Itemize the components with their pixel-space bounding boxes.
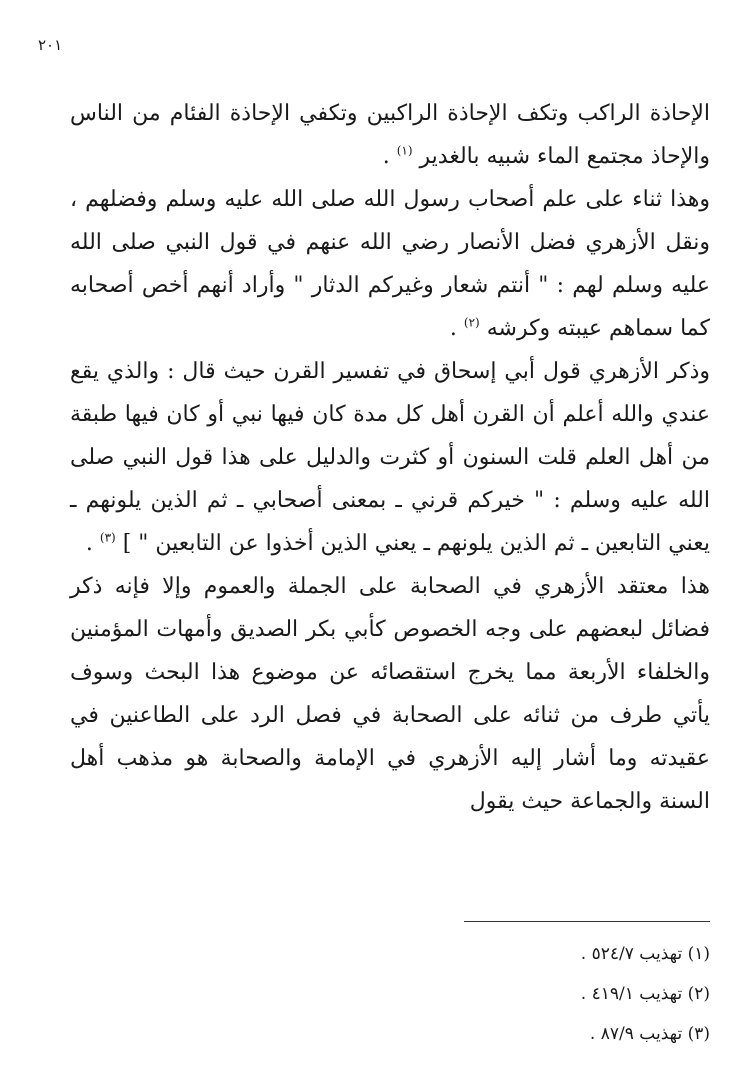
footnotes bbox=[400, 934, 710, 1054]
page-number: ٢٠١ bbox=[38, 36, 63, 54]
paragraph-text: هذا معتقد الأزهري في الصحابة على الجملة والعموم وإلا فإنه ذكر فضائل لبعضهم على وجه الخصوص كأبي بكر الصديق وأمهات المؤمنين والخلفاء الأربعة مما يخرج استقصائه عن موضوع هذا البحث وسوف يأتي طرف من ثنائه على الصحابة في فصل الرد على الطاعنين في عقيدته وما أشار إليه الأزهري في الإمامة والصحابة هو مذهب أهل السنة والجماعة حيث يقول bbox=[70, 574, 710, 814]
paragraph-tail: . bbox=[382, 144, 397, 169]
footnote-ref: (٢) bbox=[463, 315, 480, 330]
footnote-ref: (٣) bbox=[99, 530, 116, 545]
footnote-item: (٢) تهذيب ٤١٩/١ . bbox=[580, 984, 710, 1004]
main-text bbox=[70, 92, 710, 823]
paragraph bbox=[70, 565, 710, 823]
paragraph bbox=[70, 178, 710, 350]
footnote-item: (١) تهذيب ٥٢٤/٧ . bbox=[580, 944, 710, 964]
paragraph-text: وهذا ثناء على علم أصحاب رسول الله صلى الله عليه وسلم وفضلهم ، ونقل الأزهري فضل الأنصار رضي الله عنهم في قول النبي صلى الله عليه وسلم لهم : " أنتم شعار وغيركم الدثار " وأراد أنهم أخص أصحابه كما سماهم عيبته وكرشه bbox=[70, 187, 710, 341]
footnote-divider bbox=[464, 921, 710, 922]
paragraph bbox=[70, 92, 710, 178]
paragraph bbox=[70, 350, 710, 565]
paragraph-tail: . bbox=[85, 531, 100, 556]
paragraph-text: وذكر الأزهري قول أبي إسحاق في تفسير القرن حيث قال : والذي يقع عندي والله أعلم أن القرن أهل كل مدة كان فيها نبي أو كان فيها طبقة من أهل العلم قلت السنون أو كثرت والدليل على هذا قول النبي صلى الله عليه وسلم : " خيركم قرني ـ بمعنى أصحابي ـ ثم الذين يلونهم ـ يعني التابعين ـ ثم الذين يلونهم ـ يعني الذين أخذوا عن التابعين " ] bbox=[70, 359, 710, 556]
footnote-ref: (١) bbox=[396, 143, 413, 158]
paragraph-text: الإحاذة الراكب وتكف الإحاذة الراكبين وتكفي الإحاذة الفئام من الناس والإحاذ مجتمع الماء شبيه بالغدير bbox=[70, 101, 711, 169]
paragraph-tail: . bbox=[449, 316, 464, 341]
footnote-item: (٣) تهذيب ٨٧/٩ . bbox=[589, 1024, 710, 1044]
